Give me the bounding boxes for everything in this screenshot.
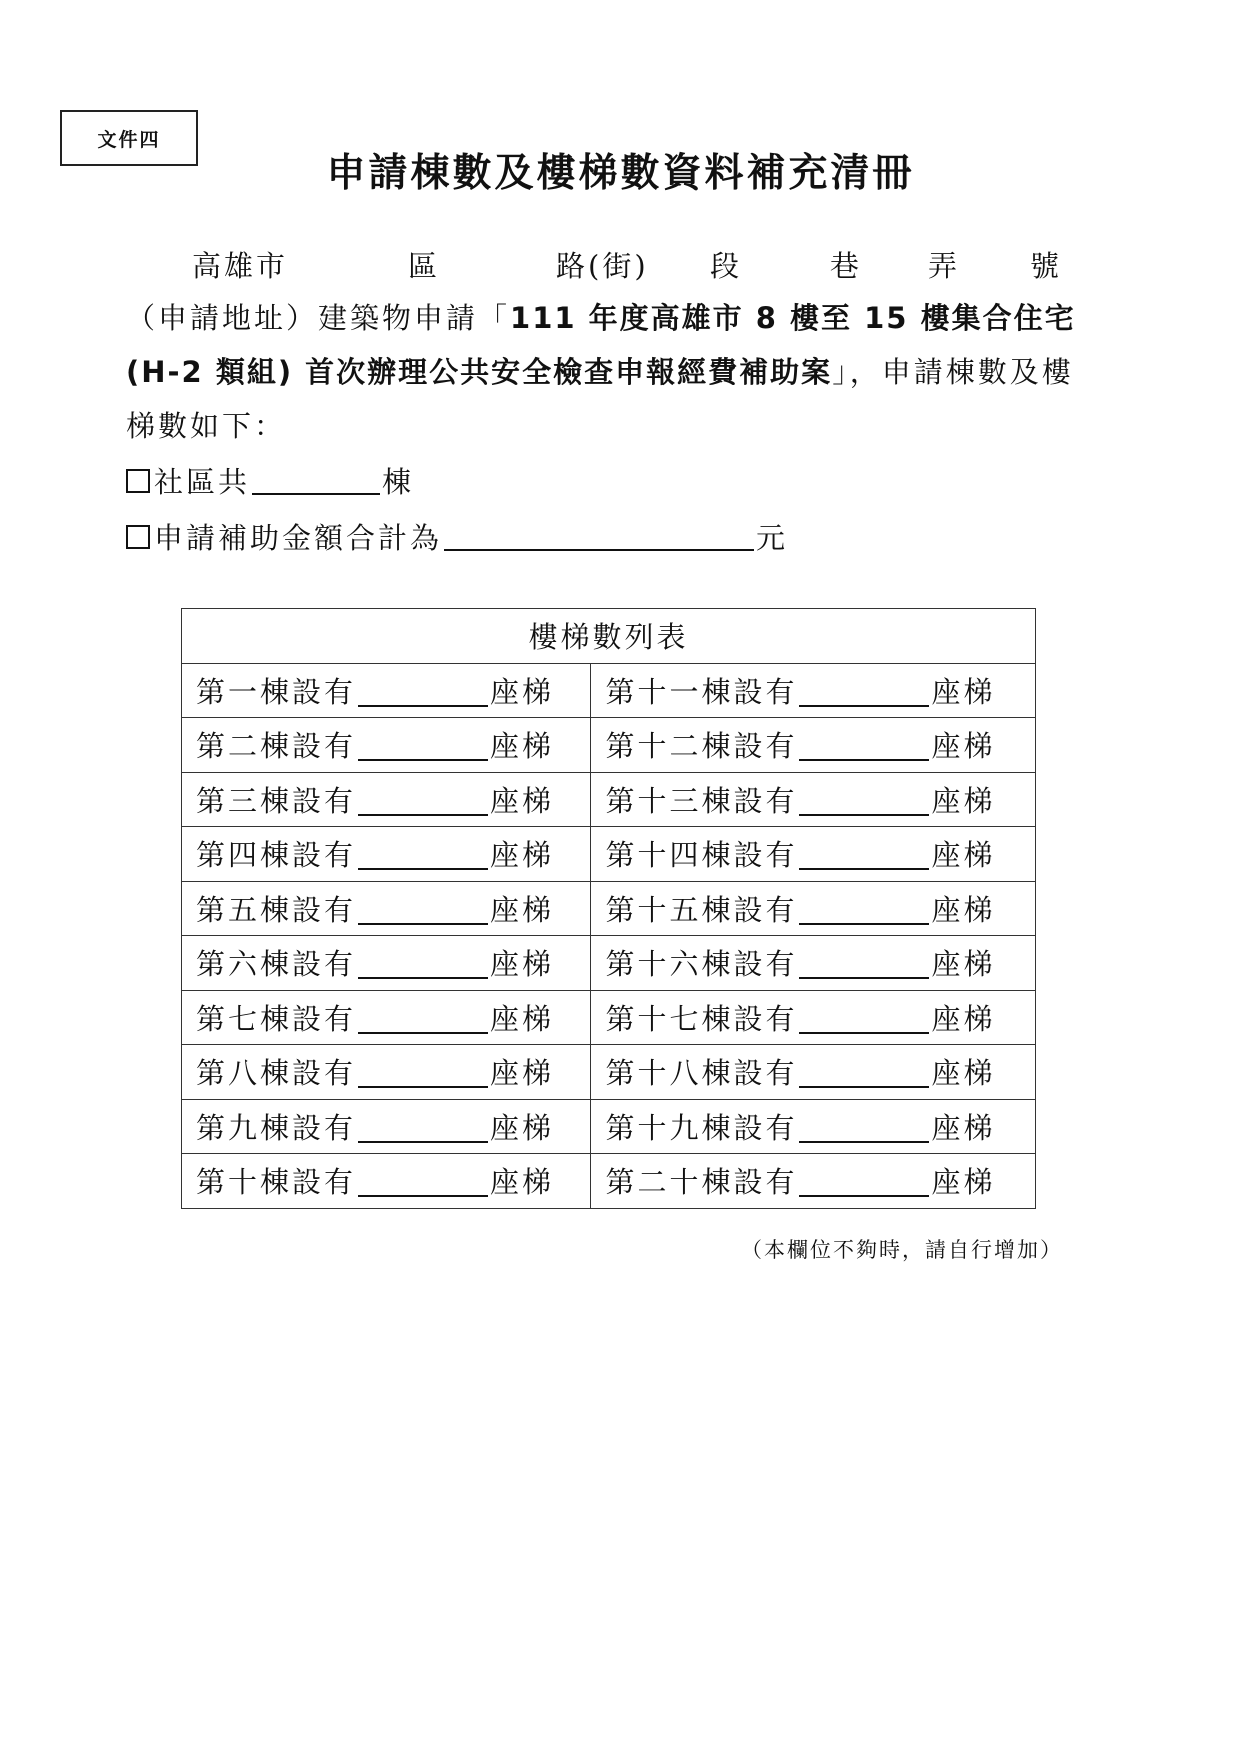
building-right-cell xyxy=(591,718,1036,773)
community-prefix: 社區共 xyxy=(154,465,251,499)
building-label: 第十七棟設有 xyxy=(605,1001,798,1036)
paragraph-line1-prefix: （申請地址）建築物申請「 xyxy=(126,301,511,335)
stair-count-field[interactable] xyxy=(358,681,488,707)
community-suffix: 棟 xyxy=(382,465,415,499)
stair-unit-label: 座梯 xyxy=(490,1165,555,1200)
stair-unit-label: 座梯 xyxy=(490,947,555,982)
building-left-cell xyxy=(182,663,591,718)
stair-count-field[interactable] xyxy=(799,953,929,979)
table-row xyxy=(182,1154,1036,1209)
stair-count-field[interactable] xyxy=(799,1062,929,1088)
building-label: 第七棟設有 xyxy=(196,1001,357,1036)
building-left-cell xyxy=(182,1099,591,1154)
amount-prefix: 申請補助金額合計為 xyxy=(154,521,443,555)
amount-checkbox[interactable] xyxy=(126,525,150,549)
stair-unit-label: 座梯 xyxy=(931,1165,996,1200)
stair-unit-label: 座梯 xyxy=(931,1110,996,1145)
document-label: 文件四 xyxy=(60,110,198,166)
stair-count-field[interactable] xyxy=(358,953,488,979)
amount-suffix: 元 xyxy=(756,521,789,555)
paragraph-line2-bold: (H-2 類組) 首次辦理公共安全檢查申報經費補助案 xyxy=(126,355,833,389)
building-label: 第一棟設有 xyxy=(196,674,357,709)
stair-unit-label: 座梯 xyxy=(931,783,996,818)
address-alley: 弄 xyxy=(928,249,961,283)
building-label: 第十九棟設有 xyxy=(605,1110,798,1145)
building-right-cell xyxy=(591,663,1036,718)
building-right-cell xyxy=(591,1045,1036,1100)
stair-count-field[interactable] xyxy=(358,844,488,870)
building-label: 第十四棟設有 xyxy=(605,838,798,873)
stair-count-field[interactable] xyxy=(358,899,488,925)
community-count-line xyxy=(126,460,414,501)
stair-count-table xyxy=(181,608,1036,1209)
building-label: 第十六棟設有 xyxy=(605,947,798,982)
stair-unit-label: 座梯 xyxy=(490,1056,555,1091)
stair-count-field[interactable] xyxy=(799,1171,929,1197)
page-title: 申請棟數及樓梯數資料補充清冊 xyxy=(326,151,915,196)
building-right-cell xyxy=(591,1154,1036,1209)
building-left-cell xyxy=(182,772,591,827)
stair-unit-label: 座梯 xyxy=(490,1001,555,1036)
building-left-cell xyxy=(182,881,591,936)
building-right-cell xyxy=(591,936,1036,991)
address-road: 路(街) xyxy=(556,249,649,283)
building-label: 第五棟設有 xyxy=(196,892,357,927)
stair-count-field[interactable] xyxy=(799,735,929,761)
building-label: 第六棟設有 xyxy=(196,947,357,982)
building-label: 第八棟設有 xyxy=(196,1056,357,1091)
stair-unit-label: 座梯 xyxy=(490,1110,555,1145)
paragraph-line2-suffix: 」，申請棟數及樓 xyxy=(832,355,1074,389)
building-label: 第十三棟設有 xyxy=(605,783,798,818)
building-label: 第九棟設有 xyxy=(196,1110,357,1145)
building-label: 第二棟設有 xyxy=(196,729,357,764)
table-row xyxy=(182,663,1036,718)
address-district: 區 xyxy=(408,249,441,283)
stair-count-field[interactable] xyxy=(358,1008,488,1034)
amount-field[interactable] xyxy=(444,523,754,551)
stair-unit-label: 座梯 xyxy=(931,1001,996,1036)
paragraph-line-3: 梯數如下： xyxy=(126,409,287,443)
table-row xyxy=(182,772,1036,827)
stair-unit-label: 座梯 xyxy=(931,947,996,982)
stair-count-field[interactable] xyxy=(799,790,929,816)
stair-count-field[interactable] xyxy=(799,844,929,870)
building-left-cell xyxy=(182,990,591,1045)
building-label: 第二十棟設有 xyxy=(605,1165,798,1200)
building-label: 第十五棟設有 xyxy=(605,892,798,927)
building-right-cell xyxy=(591,1099,1036,1154)
address-city: 高雄市 xyxy=(192,249,289,283)
stair-unit-label: 座梯 xyxy=(931,729,996,764)
stair-unit-label: 座梯 xyxy=(931,838,996,873)
stair-unit-label: 座梯 xyxy=(931,1056,996,1091)
building-right-cell xyxy=(591,827,1036,882)
address-section: 段 xyxy=(710,249,743,283)
table-note: （本欄位不夠時，請自行增加） xyxy=(741,1238,1063,1262)
table-row xyxy=(182,718,1036,773)
building-right-cell xyxy=(591,990,1036,1045)
table-header: 樓梯數列表 xyxy=(182,609,1036,664)
table-row xyxy=(182,881,1036,936)
stair-unit-label: 座梯 xyxy=(490,729,555,764)
amount-line xyxy=(126,516,788,557)
community-count-field[interactable] xyxy=(252,467,380,495)
building-left-cell xyxy=(182,1154,591,1209)
stair-unit-label: 座梯 xyxy=(490,838,555,873)
paragraph-line1-bold: 111 年度高雄市 8 樓至 15 樓集合住宅 xyxy=(510,301,1076,335)
building-label: 第十八棟設有 xyxy=(605,1056,798,1091)
building-label: 第十棟設有 xyxy=(196,1165,357,1200)
address-row xyxy=(0,238,1241,288)
paragraph-line-2 xyxy=(126,350,1074,391)
stair-count-field[interactable] xyxy=(799,899,929,925)
building-left-cell xyxy=(182,1045,591,1100)
building-left-cell xyxy=(182,718,591,773)
stair-count-field[interactable] xyxy=(358,790,488,816)
stair-count-field[interactable] xyxy=(358,1117,488,1143)
stair-count-field[interactable] xyxy=(799,1008,929,1034)
stair-count-field[interactable] xyxy=(358,735,488,761)
table-row xyxy=(182,936,1036,991)
building-label: 第十一棟設有 xyxy=(605,674,798,709)
stair-unit-label: 座梯 xyxy=(490,674,555,709)
stair-unit-label: 座梯 xyxy=(931,892,996,927)
building-label: 第四棟設有 xyxy=(196,838,357,873)
stair-count-field[interactable] xyxy=(358,1171,488,1197)
building-label: 第十二棟設有 xyxy=(605,729,798,764)
paragraph-line-1 xyxy=(126,296,1076,337)
table-row xyxy=(182,1099,1036,1154)
stair-unit-label: 座梯 xyxy=(490,892,555,927)
stair-unit-label: 座梯 xyxy=(490,783,555,818)
table-row xyxy=(182,990,1036,1045)
stair-count-field[interactable] xyxy=(799,681,929,707)
building-left-cell xyxy=(182,936,591,991)
building-right-cell xyxy=(591,772,1036,827)
building-left-cell xyxy=(182,827,591,882)
address-number: 號 xyxy=(1030,249,1063,283)
building-label: 第三棟設有 xyxy=(196,783,357,818)
building-right-cell xyxy=(591,881,1036,936)
table-row xyxy=(182,1045,1036,1100)
community-checkbox[interactable] xyxy=(126,469,150,493)
stair-count-field[interactable] xyxy=(799,1117,929,1143)
stair-unit-label: 座梯 xyxy=(931,674,996,709)
stair-count-field[interactable] xyxy=(358,1062,488,1088)
table-row xyxy=(182,827,1036,882)
address-lane: 巷 xyxy=(830,249,863,283)
